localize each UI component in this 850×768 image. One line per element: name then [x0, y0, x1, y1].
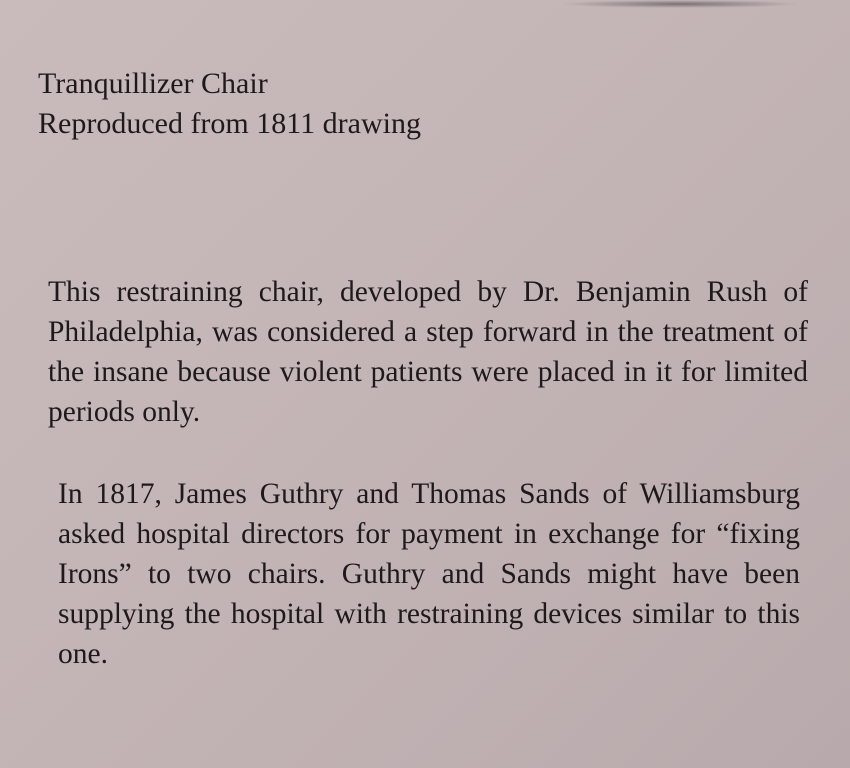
placard-title: Tranquillizer Chair [38, 67, 268, 100]
placard-paragraph-2: In 1817, James Guthry and Thomas Sands of Williamsburg asked hospital directors for payment in exchange for “fixing Irons” to two chairs. Guthry and Sands might have been supplying the hospital with restraining devices similar to this one. [58, 478, 800, 670]
placard-heading [38, 64, 638, 144]
placard-subtitle: Reproduced from 1811 drawing [38, 107, 421, 140]
placard-paragraph-1: This restraining chair, developed by Dr. Benjamin Rush of Philadelphia, was considered a step forward in the treatment of the insane because violent patients were placed in it for limited periods only. [48, 276, 808, 428]
top-edge-shadow [560, 0, 800, 8]
